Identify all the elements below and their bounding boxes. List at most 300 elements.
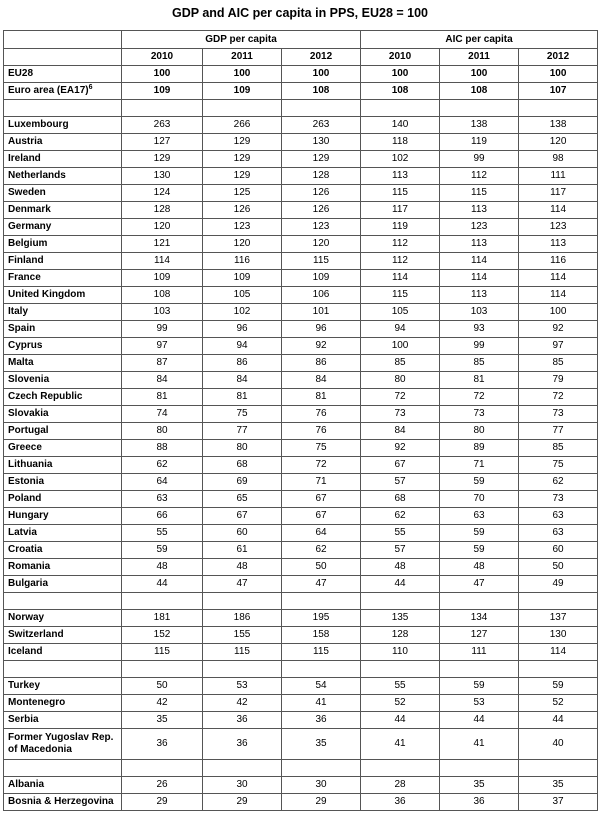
table-row <box>4 508 598 525</box>
value-cell: 263 <box>282 117 361 134</box>
country-name-cell <box>4 777 122 794</box>
value-cell: 29 <box>122 794 203 811</box>
spacer-cell <box>282 100 361 117</box>
country-name: Albania <box>8 779 45 790</box>
value-cell: 124 <box>122 185 203 202</box>
value-cell: 114 <box>122 253 203 270</box>
value-cell: 28 <box>361 777 440 794</box>
value-cell: 36 <box>203 729 282 760</box>
value-cell: 53 <box>440 695 519 712</box>
value-cell: 186 <box>203 610 282 627</box>
spacer-cell <box>122 661 203 678</box>
value-cell: 47 <box>440 576 519 593</box>
value-cell: 102 <box>361 151 440 168</box>
spacer-cell <box>282 593 361 610</box>
value-cell: 100 <box>361 66 440 83</box>
country-name: Euro area (EA17) <box>8 85 89 96</box>
value-cell: 129 <box>282 151 361 168</box>
table-row <box>4 270 598 287</box>
value-cell: 85 <box>361 355 440 372</box>
table-row <box>4 168 598 185</box>
value-cell: 72 <box>282 457 361 474</box>
value-cell: 97 <box>122 338 203 355</box>
group-header-gdp: GDP per capita <box>122 31 361 49</box>
value-cell: 109 <box>203 270 282 287</box>
value-cell: 54 <box>282 678 361 695</box>
value-cell: 50 <box>122 678 203 695</box>
table-row <box>4 576 598 593</box>
country-name-cell <box>4 542 122 559</box>
country-name: Slovenia <box>8 374 50 385</box>
spacer-cell <box>4 760 122 777</box>
value-cell: 117 <box>519 185 598 202</box>
value-cell: 152 <box>122 627 203 644</box>
table-row <box>4 338 598 355</box>
country-name-cell <box>4 219 122 236</box>
value-cell: 108 <box>122 287 203 304</box>
value-cell: 89 <box>440 440 519 457</box>
value-cell: 266 <box>203 117 282 134</box>
table-row <box>4 219 598 236</box>
value-cell: 36 <box>361 794 440 811</box>
spacer-cell <box>122 593 203 610</box>
country-name-cell <box>4 389 122 406</box>
value-cell: 129 <box>203 151 282 168</box>
value-cell: 117 <box>361 202 440 219</box>
header-corner-cell <box>4 49 122 66</box>
value-cell: 85 <box>440 355 519 372</box>
value-cell: 59 <box>440 474 519 491</box>
country-name: Czech Republic <box>8 391 83 402</box>
value-cell: 77 <box>519 423 598 440</box>
value-cell: 92 <box>361 440 440 457</box>
value-cell: 50 <box>282 559 361 576</box>
value-cell: 114 <box>440 253 519 270</box>
country-name-cell <box>4 491 122 508</box>
value-cell: 103 <box>440 304 519 321</box>
value-cell: 80 <box>440 423 519 440</box>
value-cell: 100 <box>519 66 598 83</box>
value-cell: 80 <box>122 423 203 440</box>
value-cell: 36 <box>122 729 203 760</box>
value-cell: 121 <box>122 236 203 253</box>
table-row <box>4 287 598 304</box>
value-cell: 59 <box>122 542 203 559</box>
value-cell: 53 <box>203 678 282 695</box>
country-name: Malta <box>8 357 34 368</box>
country-name-cell <box>4 508 122 525</box>
header-corner-cell <box>4 31 122 49</box>
table-row <box>4 474 598 491</box>
value-cell: 36 <box>203 712 282 729</box>
value-cell: 30 <box>203 777 282 794</box>
country-name-cell <box>4 644 122 661</box>
value-cell: 93 <box>440 321 519 338</box>
country-name: Latvia <box>8 527 37 538</box>
year-header: 2010 <box>361 49 440 66</box>
country-name: Denmark <box>8 204 51 215</box>
country-name-cell <box>4 66 122 83</box>
country-name: Serbia <box>8 714 39 725</box>
value-cell: 129 <box>203 134 282 151</box>
table-row <box>4 66 598 83</box>
country-name-cell <box>4 576 122 593</box>
value-cell: 181 <box>122 610 203 627</box>
value-cell: 126 <box>282 202 361 219</box>
country-name-cell <box>4 338 122 355</box>
value-cell: 35 <box>282 729 361 760</box>
table-row <box>4 304 598 321</box>
value-cell: 113 <box>519 236 598 253</box>
value-cell: 101 <box>282 304 361 321</box>
country-name: Poland <box>8 493 42 504</box>
table-row <box>4 457 598 474</box>
value-cell: 63 <box>519 508 598 525</box>
value-cell: 134 <box>440 610 519 627</box>
table-row <box>4 542 598 559</box>
value-cell: 62 <box>361 508 440 525</box>
value-cell: 120 <box>203 236 282 253</box>
value-cell: 115 <box>361 287 440 304</box>
country-name-cell <box>4 406 122 423</box>
table-row <box>4 151 598 168</box>
value-cell: 84 <box>203 372 282 389</box>
spacer-cell <box>122 760 203 777</box>
value-cell: 105 <box>361 304 440 321</box>
country-name-cell <box>4 695 122 712</box>
value-cell: 64 <box>282 525 361 542</box>
value-cell: 48 <box>440 559 519 576</box>
country-name-cell <box>4 185 122 202</box>
spacer-cell <box>203 661 282 678</box>
value-cell: 80 <box>203 440 282 457</box>
value-cell: 68 <box>203 457 282 474</box>
country-name-cell <box>4 321 122 338</box>
spacer-cell <box>519 760 598 777</box>
value-cell: 59 <box>440 542 519 559</box>
year-header: 2011 <box>203 49 282 66</box>
value-cell: 67 <box>203 508 282 525</box>
country-name: Turkey <box>8 680 41 691</box>
table-row <box>4 321 598 338</box>
country-name-cell <box>4 151 122 168</box>
value-cell: 62 <box>519 474 598 491</box>
country-name: Former Yugoslav Rep. of Macedonia <box>8 732 114 755</box>
value-cell: 102 <box>203 304 282 321</box>
year-header: 2011 <box>440 49 519 66</box>
country-name: Spain <box>8 323 36 334</box>
value-cell: 135 <box>361 610 440 627</box>
value-cell: 103 <box>122 304 203 321</box>
country-name-cell <box>4 712 122 729</box>
spacer-cell <box>361 760 440 777</box>
value-cell: 41 <box>282 695 361 712</box>
country-name: Switzerland <box>8 629 64 640</box>
spacer-cell <box>282 661 361 678</box>
value-cell: 87 <box>122 355 203 372</box>
country-name: Greece <box>8 442 42 453</box>
country-name-cell <box>4 729 122 760</box>
table-row <box>4 729 598 760</box>
table-row <box>4 794 598 811</box>
value-cell: 71 <box>282 474 361 491</box>
value-cell: 99 <box>440 338 519 355</box>
value-cell: 94 <box>361 321 440 338</box>
value-cell: 109 <box>203 83 282 100</box>
country-name: Montenegro <box>8 697 66 708</box>
value-cell: 79 <box>519 372 598 389</box>
country-name-cell <box>4 83 122 100</box>
value-cell: 140 <box>361 117 440 134</box>
table-row <box>4 777 598 794</box>
value-cell: 80 <box>361 372 440 389</box>
table-row <box>4 695 598 712</box>
table-row <box>4 134 598 151</box>
header-row-groups <box>4 31 598 49</box>
value-cell: 35 <box>122 712 203 729</box>
value-cell: 81 <box>282 389 361 406</box>
value-cell: 49 <box>519 576 598 593</box>
value-cell: 123 <box>203 219 282 236</box>
country-name: Romania <box>8 561 51 572</box>
value-cell: 123 <box>519 219 598 236</box>
value-cell: 76 <box>282 406 361 423</box>
value-cell: 108 <box>282 83 361 100</box>
country-name: Germany <box>8 221 52 232</box>
value-cell: 100 <box>440 66 519 83</box>
spacer-cell <box>519 661 598 678</box>
country-name: Portugal <box>8 425 49 436</box>
country-name: Luxembourg <box>8 119 69 130</box>
value-cell: 30 <box>282 777 361 794</box>
spacer-row <box>4 100 598 117</box>
country-name: Slovakia <box>8 408 49 419</box>
value-cell: 100 <box>122 66 203 83</box>
country-name-cell <box>4 253 122 270</box>
value-cell: 73 <box>361 406 440 423</box>
value-cell: 158 <box>282 627 361 644</box>
value-cell: 123 <box>282 219 361 236</box>
value-cell: 96 <box>282 321 361 338</box>
spacer-row <box>4 661 598 678</box>
header-row-years <box>4 49 598 66</box>
value-cell: 44 <box>122 576 203 593</box>
spacer-cell <box>440 661 519 678</box>
country-name: Bosnia & Herzegovina <box>8 796 114 807</box>
value-cell: 67 <box>282 491 361 508</box>
spacer-row <box>4 593 598 610</box>
country-name-cell <box>4 678 122 695</box>
value-cell: 109 <box>122 83 203 100</box>
table-row <box>4 389 598 406</box>
value-cell: 130 <box>282 134 361 151</box>
value-cell: 59 <box>440 678 519 695</box>
value-cell: 118 <box>361 134 440 151</box>
value-cell: 92 <box>282 338 361 355</box>
value-cell: 26 <box>122 777 203 794</box>
country-name: Sweden <box>8 187 46 198</box>
value-cell: 100 <box>361 338 440 355</box>
value-cell: 98 <box>519 151 598 168</box>
country-name: Austria <box>8 136 43 147</box>
country-name-cell <box>4 168 122 185</box>
value-cell: 63 <box>519 525 598 542</box>
value-cell: 123 <box>440 219 519 236</box>
table-row <box>4 202 598 219</box>
spacer-cell <box>440 593 519 610</box>
value-cell: 119 <box>440 134 519 151</box>
value-cell: 97 <box>519 338 598 355</box>
value-cell: 76 <box>282 423 361 440</box>
value-cell: 114 <box>361 270 440 287</box>
value-cell: 96 <box>203 321 282 338</box>
value-cell: 81 <box>203 389 282 406</box>
country-name: Belgium <box>8 238 48 249</box>
value-cell: 137 <box>519 610 598 627</box>
table-row <box>4 236 598 253</box>
value-cell: 109 <box>122 270 203 287</box>
value-cell: 35 <box>519 777 598 794</box>
table-row <box>4 525 598 542</box>
country-name: France <box>8 272 41 283</box>
value-cell: 59 <box>519 678 598 695</box>
value-cell: 100 <box>203 66 282 83</box>
value-cell: 106 <box>282 287 361 304</box>
value-cell: 129 <box>122 151 203 168</box>
value-cell: 44 <box>361 576 440 593</box>
footnote-marker: 6 <box>88 84 93 91</box>
value-cell: 81 <box>440 372 519 389</box>
value-cell: 99 <box>440 151 519 168</box>
table-row <box>4 117 598 134</box>
spacer-cell <box>361 100 440 117</box>
value-cell: 125 <box>203 185 282 202</box>
value-cell: 126 <box>203 202 282 219</box>
table-row <box>4 678 598 695</box>
value-cell: 73 <box>519 406 598 423</box>
value-cell: 108 <box>440 83 519 100</box>
value-cell: 70 <box>440 491 519 508</box>
value-cell: 116 <box>203 253 282 270</box>
country-name: Norway <box>8 612 45 623</box>
spacer-cell <box>4 661 122 678</box>
value-cell: 75 <box>519 457 598 474</box>
value-cell: 47 <box>282 576 361 593</box>
value-cell: 71 <box>440 457 519 474</box>
table-row <box>4 253 598 270</box>
value-cell: 69 <box>203 474 282 491</box>
value-cell: 44 <box>361 712 440 729</box>
value-cell: 29 <box>203 794 282 811</box>
value-cell: 63 <box>122 491 203 508</box>
country-name-cell <box>4 287 122 304</box>
value-cell: 41 <box>361 729 440 760</box>
country-name: Iceland <box>8 646 43 657</box>
table-row <box>4 372 598 389</box>
value-cell: 113 <box>361 168 440 185</box>
value-cell: 72 <box>361 389 440 406</box>
value-cell: 44 <box>440 712 519 729</box>
country-name-cell <box>4 610 122 627</box>
value-cell: 114 <box>519 270 598 287</box>
value-cell: 126 <box>282 185 361 202</box>
country-name: Finland <box>8 255 44 266</box>
value-cell: 114 <box>440 270 519 287</box>
value-cell: 65 <box>203 491 282 508</box>
value-cell: 120 <box>122 219 203 236</box>
country-name-cell <box>4 627 122 644</box>
value-cell: 110 <box>361 644 440 661</box>
value-cell: 119 <box>361 219 440 236</box>
country-name: Ireland <box>8 153 41 164</box>
value-cell: 60 <box>203 525 282 542</box>
value-cell: 112 <box>361 253 440 270</box>
spacer-cell <box>361 661 440 678</box>
value-cell: 36 <box>282 712 361 729</box>
country-name-cell <box>4 117 122 134</box>
country-name-cell <box>4 270 122 287</box>
value-cell: 37 <box>519 794 598 811</box>
gdp-aic-table <box>3 30 598 811</box>
spacer-row <box>4 760 598 777</box>
country-name-cell <box>4 457 122 474</box>
value-cell: 112 <box>361 236 440 253</box>
table-row <box>4 355 598 372</box>
spacer-cell <box>361 593 440 610</box>
country-name: Cyprus <box>8 340 43 351</box>
value-cell: 48 <box>203 559 282 576</box>
value-cell: 57 <box>361 542 440 559</box>
value-cell: 55 <box>361 525 440 542</box>
value-cell: 66 <box>122 508 203 525</box>
value-cell: 47 <box>203 576 282 593</box>
value-cell: 84 <box>282 372 361 389</box>
value-cell: 111 <box>519 168 598 185</box>
value-cell: 129 <box>203 168 282 185</box>
value-cell: 127 <box>440 627 519 644</box>
table-row <box>4 185 598 202</box>
value-cell: 55 <box>361 678 440 695</box>
value-cell: 62 <box>122 457 203 474</box>
country-name: Lithuania <box>8 459 53 470</box>
value-cell: 75 <box>282 440 361 457</box>
value-cell: 115 <box>122 644 203 661</box>
value-cell: 55 <box>122 525 203 542</box>
value-cell: 75 <box>203 406 282 423</box>
value-cell: 100 <box>282 66 361 83</box>
value-cell: 72 <box>440 389 519 406</box>
value-cell: 86 <box>282 355 361 372</box>
value-cell: 263 <box>122 117 203 134</box>
table-row <box>4 406 598 423</box>
value-cell: 36 <box>440 794 519 811</box>
value-cell: 195 <box>282 610 361 627</box>
value-cell: 85 <box>519 355 598 372</box>
spacer-cell <box>440 760 519 777</box>
country-name: Netherlands <box>8 170 66 181</box>
value-cell: 42 <box>122 695 203 712</box>
table-row <box>4 627 598 644</box>
spacer-cell <box>282 760 361 777</box>
value-cell: 99 <box>122 321 203 338</box>
table-row <box>4 644 598 661</box>
value-cell: 113 <box>440 236 519 253</box>
value-cell: 113 <box>440 287 519 304</box>
value-cell: 67 <box>282 508 361 525</box>
value-cell: 63 <box>440 508 519 525</box>
value-cell: 116 <box>519 253 598 270</box>
value-cell: 115 <box>361 185 440 202</box>
